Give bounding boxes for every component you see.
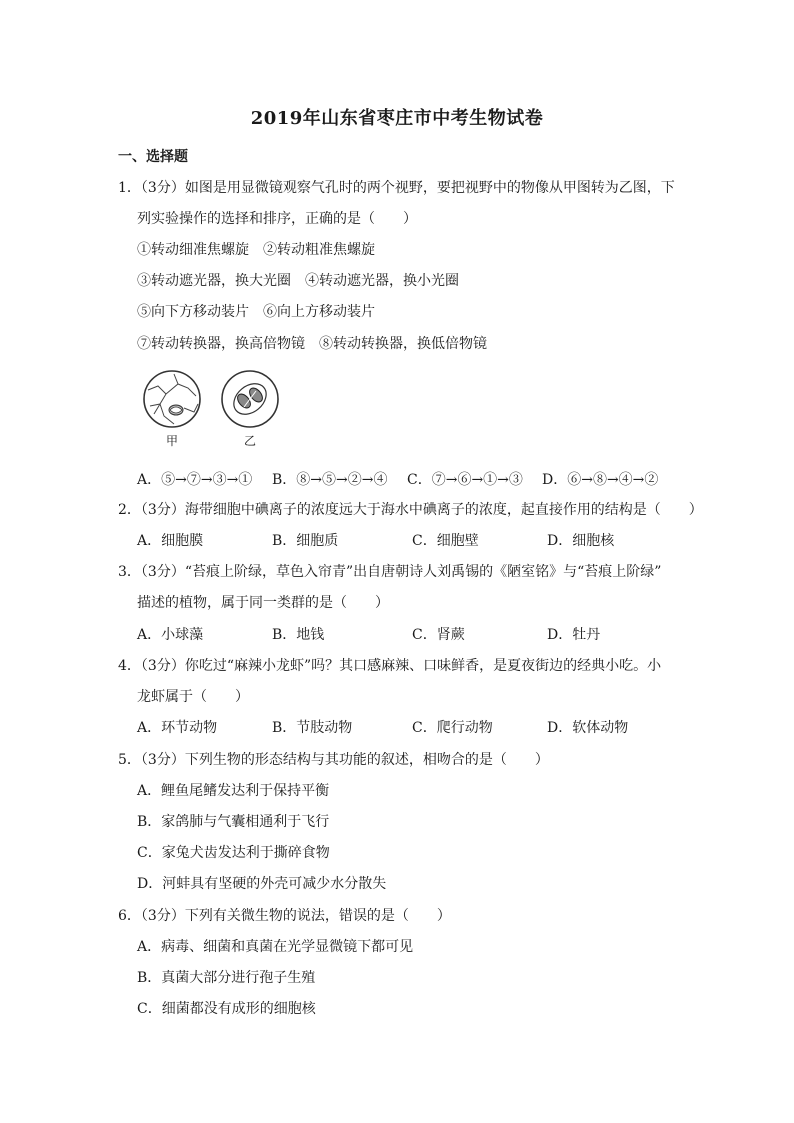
option-a[interactable]: A．鲤鱼尾鳍发达利于保持平衡 [137, 783, 330, 799]
option-c[interactable]: C．⑦→⑥→①→③ [407, 472, 523, 488]
page-title: 2019年山东省枣庄市中考生物试卷 [250, 108, 544, 129]
view-jia-label: 甲 [166, 434, 179, 448]
option-a[interactable]: A．细胞膜 [137, 533, 204, 549]
q6-stem-line1: 6．（3分）下列有关微生物的说法，错误的是（ ） [118, 908, 451, 924]
option-b[interactable]: B．真菌大部分进行孢子生殖 [137, 970, 316, 986]
option-c[interactable]: C．爬行动物 [412, 720, 493, 736]
option-d[interactable]: D．牡丹 [547, 627, 601, 643]
option-a[interactable]: A．病毒、细菌和真菌在光学显微镜下都可见 [137, 939, 414, 955]
option-b[interactable]: B．⑧→⑤→②→④ [272, 472, 388, 488]
option-b[interactable]: B．地钱 [272, 627, 325, 643]
microscope-figure [140, 366, 300, 450]
q3-options [137, 624, 677, 642]
q4-stem-line1: 4．（3分）你吃过“麻辣小龙虾”吗？其口感麻辣、口味鲜香，是夏夜街边的经典小吃。小 [118, 658, 662, 674]
view-jia-drawing [144, 371, 200, 427]
option-d[interactable]: D．软体动物 [547, 720, 629, 736]
view-yi-label: 乙 [244, 434, 257, 448]
option-a[interactable]: A．小球藻 [137, 627, 204, 643]
option-a[interactable]: A．⑤→⑦→③→① [137, 472, 253, 488]
option-b[interactable]: B．家鸽肺与气囊相通利于飞行 [137, 814, 330, 830]
q1-item-line: ⑦转动转换器，换高倍物镜 ⑧转动转换器，换低倍物镜 [137, 336, 487, 352]
option-c[interactable]: C．细菌都没有成形的细胞核 [137, 1001, 316, 1017]
q1-options [137, 469, 697, 487]
option-b[interactable]: B．细胞质 [272, 533, 339, 549]
q1-item-line: ①转动细准焦螺旋 ②转动粗准焦螺旋 [137, 242, 375, 258]
view-yi-drawing [222, 371, 278, 427]
option-c[interactable]: C．家兔犬齿发达利于撕碎食物 [137, 845, 330, 861]
option-d[interactable]: D．细胞核 [547, 533, 615, 549]
option-a[interactable]: A．环节动物 [137, 720, 218, 736]
q3-stem-line1: 3．（3分）“苔痕上阶绿，草色入帘青”出自唐朝诗人刘禹锡的《陋室铭》与“苔痕上阶绿” [118, 564, 662, 580]
q2-options [137, 530, 677, 548]
section-heading: 一、选择题 [118, 149, 188, 165]
q1-stem-line2: 列实验操作的选择和排序，正确的是（ ） [137, 211, 417, 227]
q3-stem-line2: 描述的植物，属于同一类群的是（ ） [137, 595, 389, 611]
option-c[interactable]: C．细胞壁 [412, 533, 479, 549]
q4-stem-line2: 龙虾属于（ ） [137, 689, 249, 705]
q2-stem-line1: 2．（3分）海带细胞中碘离子的浓度远大于海水中碘离子的浓度，起直接作用的结构是（ ） [118, 502, 703, 518]
option-b[interactable]: B．节肢动物 [272, 720, 353, 736]
q1-stem-line1: 1．（3分）如图是用显微镜观察气孔时的两个视野，要把视野中的物像从甲图转为乙图，下 [118, 180, 675, 196]
q1-item-line: ③转动遮光器，换大光圈 ④转动遮光器，换小光圈 [137, 273, 459, 289]
option-c[interactable]: C．肾蕨 [412, 627, 465, 643]
option-d[interactable]: D．⑥→⑧→④→② [542, 472, 659, 488]
q5-stem-line1: 5．（3分）下列生物的形态结构与其功能的叙述，相吻合的是（ ） [118, 752, 549, 768]
q4-options [137, 717, 677, 735]
option-d[interactable]: D．河蚌具有坚硬的外壳可减少水分散失 [137, 876, 387, 892]
q1-item-line: ⑤向下方移动装片 ⑥向上方移动装片 [137, 304, 375, 320]
microscope-views-svg [140, 366, 300, 436]
